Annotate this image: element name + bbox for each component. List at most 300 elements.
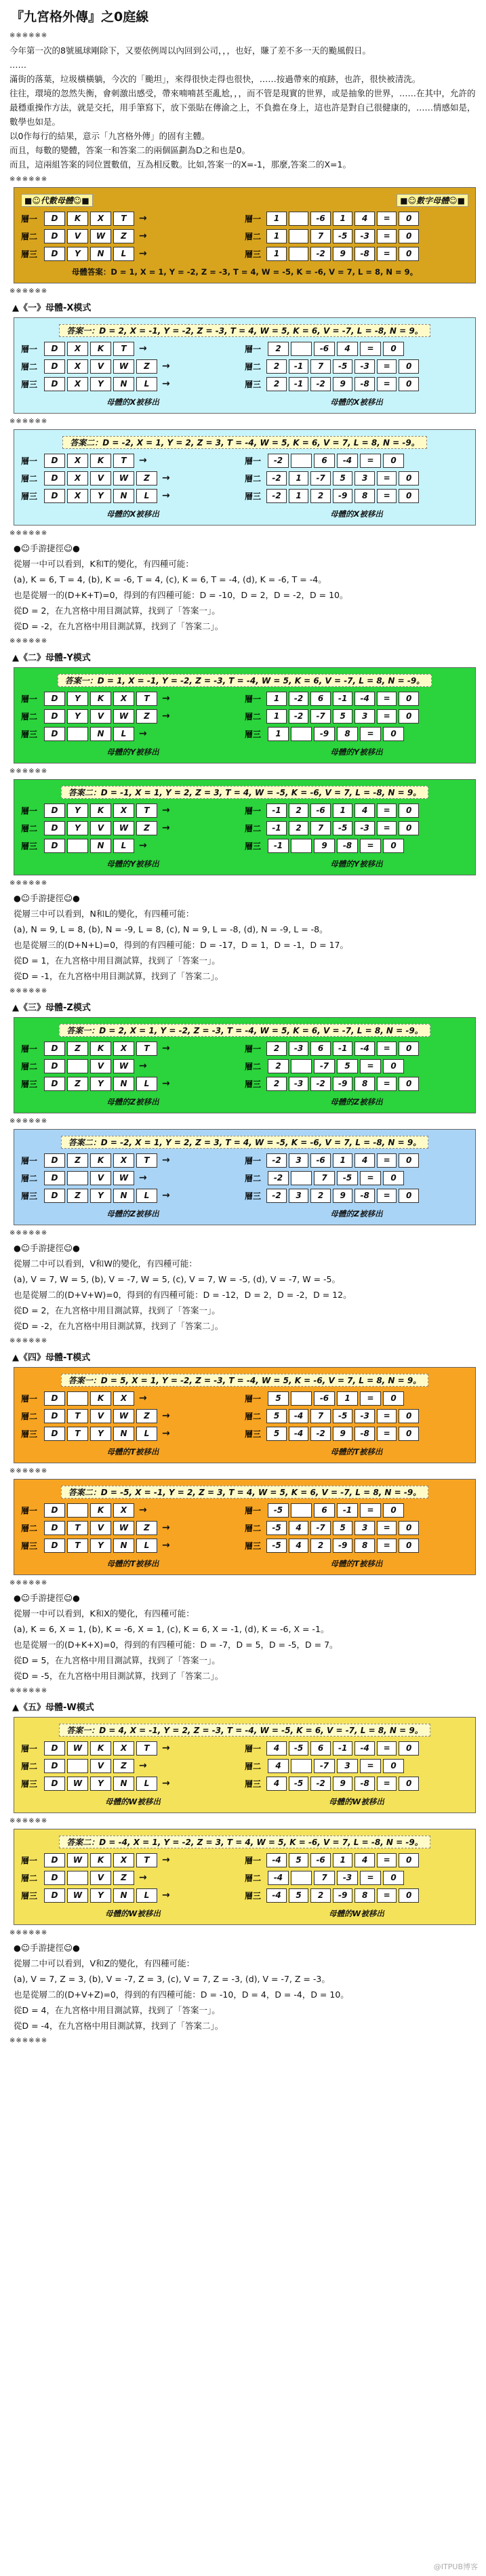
algebra-heading: ■☺代數母體☺■ xyxy=(21,194,93,207)
grids xyxy=(21,1389,468,1442)
arrow: → xyxy=(162,1522,170,1533)
grid-cell: -9 xyxy=(333,1888,353,1903)
grid-cell: D xyxy=(44,1077,65,1091)
grid-cell: 0 xyxy=(399,1042,419,1056)
grid-cell: 0 xyxy=(399,804,419,818)
grid-cell: Z xyxy=(113,229,134,243)
decoration: ※※※※※※ xyxy=(9,1929,48,1937)
row-label: 層二 xyxy=(245,231,262,241)
grid-cell: = xyxy=(377,489,397,503)
answer-title: 答案二：D = -2, X = 1, Y = 2, Z = 3, T = -4, W = 5, K = 6, V = 7, L = 8, N = -9。 xyxy=(62,436,426,449)
intro-box xyxy=(14,187,476,283)
grid-cell: -8 xyxy=(355,247,375,261)
grid-row xyxy=(245,707,421,725)
grids xyxy=(21,1739,468,1792)
row-label: 層一 xyxy=(245,214,262,224)
grid-cell: -5 xyxy=(268,1503,289,1518)
grid-row xyxy=(21,245,245,262)
grid-cell: = xyxy=(377,709,397,724)
grid-cell: Y xyxy=(67,709,88,724)
grid-cell: = xyxy=(377,1777,397,1791)
arrow: → xyxy=(139,1505,147,1515)
grid-cell: = xyxy=(360,342,381,356)
moved-out-note: 母體的T被移出 xyxy=(106,1559,159,1568)
answer-header xyxy=(21,1485,468,1499)
grid-row xyxy=(21,1886,245,1904)
grid-cell: 4 xyxy=(355,1853,375,1867)
grid-row xyxy=(245,227,421,245)
grid-cell: Z xyxy=(136,709,157,724)
grid-cell: 1 xyxy=(333,1153,353,1168)
grid-cell: V xyxy=(90,1059,111,1073)
grid-row xyxy=(245,1537,421,1554)
grid-cell: T xyxy=(136,1741,157,1756)
number-grid xyxy=(245,1739,421,1792)
grid-cell: 6 xyxy=(310,1741,331,1756)
grid-row xyxy=(245,357,421,375)
row-label: 層二 xyxy=(245,1173,262,1183)
grid-cell: -1 xyxy=(333,1741,353,1756)
grid-cell: -2 xyxy=(268,454,289,468)
intro-paragraph: 而且，這兩組答案的同位置數值，互為相反數。比如,答案一的X=-1，那麼,答案二的X=1。 xyxy=(9,159,351,170)
grid-cell: N xyxy=(90,727,111,741)
grid-cell: Y xyxy=(67,804,88,818)
grid-cell: -1 xyxy=(266,821,287,835)
grid-cell: N xyxy=(113,377,134,391)
grid-cell: 0 xyxy=(383,454,404,468)
grid-cell: Y xyxy=(90,1888,111,1903)
note-line: 從D = 4，在九宮格中用目測試算，找到了「答案一」。 xyxy=(14,2005,220,2015)
grid-cell: Y xyxy=(67,692,88,706)
note-line: 從D = 1，在九宮格中用目測試算，找到了「答案一」。 xyxy=(14,955,220,966)
grid-row xyxy=(21,1869,245,1886)
note-line: 從D = 2，在九宮格中用目測試算，找到了「答案一」。 xyxy=(14,606,220,616)
answer-box xyxy=(14,1129,476,1225)
answer-title: 答案一：D = 4, X = -1, Y = 2, Z = -3, T = -4, W = -5, K = 6, V = -7, L = 8, N = 9。 xyxy=(59,1724,430,1737)
grid-cell: 0 xyxy=(383,1871,404,1885)
note-line: 從層三中可以看到，N和L的變化，有四種可能： xyxy=(14,909,195,919)
grid-cell: 5 xyxy=(337,1059,358,1073)
grid-cell: -3 xyxy=(355,1409,375,1423)
arrow: → xyxy=(162,1190,170,1201)
grid-cell: 1 xyxy=(266,692,287,706)
decoration: ※※※※※※ xyxy=(9,32,48,39)
grid-cell: -5 xyxy=(333,359,353,374)
answer-box xyxy=(14,429,476,526)
grid-cell: Z xyxy=(113,1759,134,1773)
grid-cell: -1 xyxy=(289,359,309,374)
row-label: 層三 xyxy=(245,841,262,851)
grid-cell: Z xyxy=(136,821,157,835)
grid-cell: 9 xyxy=(314,839,335,853)
answer-header xyxy=(21,323,468,337)
grid-cell: W xyxy=(113,821,134,835)
grid-cell: X xyxy=(67,489,88,503)
grid-cell: X xyxy=(113,692,134,706)
answer-footer xyxy=(21,747,468,757)
grid-cell: T xyxy=(67,1539,88,1553)
grid-cell: V xyxy=(90,709,111,724)
answer-header xyxy=(21,785,468,799)
row-label: 層一 xyxy=(21,694,38,704)
grid-cell: 2 xyxy=(310,1189,331,1203)
grid-cell: X xyxy=(113,1741,134,1756)
answer-footer xyxy=(21,509,468,519)
grid-row xyxy=(21,375,245,393)
intro-paragraph: 滿街的落葉，垃圾橫橫躺，今次的「颱坦」，來得很快走得也很快，……按過帶來的痕跡，也許，很快被清洗。 xyxy=(9,74,421,84)
grid-cell: -5 xyxy=(289,1741,309,1756)
note-line: (a), K = 6, T = 4, (b), K = -6, T = 4, (c), K = 6, T = -4, (d), K = -6, T = -4。 xyxy=(14,574,327,584)
decoration: ※※※※※※ xyxy=(9,1817,48,1825)
grid-row xyxy=(245,1389,421,1407)
moved-out-note: 母體的W被移出 xyxy=(105,1797,161,1806)
grid-cell: -6 xyxy=(310,1853,331,1867)
grid-cell: = xyxy=(360,1059,381,1073)
grid-row xyxy=(245,1075,421,1092)
grid-cell: = xyxy=(360,727,381,741)
decoration: ※※※※※※ xyxy=(9,1687,48,1695)
grid-cell: 9 xyxy=(333,1777,353,1791)
row-label: 層三 xyxy=(21,249,38,259)
grid-cell: 0 xyxy=(399,1521,419,1535)
grid-cell: N xyxy=(90,839,111,853)
arrow: → xyxy=(139,840,147,851)
grid-row xyxy=(245,1519,421,1537)
grid-cell: Z xyxy=(136,359,157,374)
grid-row xyxy=(245,452,421,469)
moved-out-note: 母體的Y被移出 xyxy=(330,859,383,869)
grid-cell: 4 xyxy=(268,1759,289,1773)
grid-row xyxy=(245,1169,421,1187)
note-line: 從D = -5，在九宮格中用目測試算，找到了「答案二」。 xyxy=(14,1671,224,1681)
grid-cell: 0 xyxy=(399,471,419,486)
answer-box xyxy=(14,1717,476,1813)
grid-cell: = xyxy=(377,1153,397,1168)
grid-cell: 7 xyxy=(314,1171,335,1185)
grid-row xyxy=(245,1057,421,1075)
grid-cell: 2 xyxy=(266,377,287,391)
grid-cell: 3 xyxy=(355,471,375,486)
section-title: ▲《二》母體-Y模式 xyxy=(12,653,91,663)
grid-cell: N xyxy=(113,1427,134,1441)
grid-cell: X xyxy=(67,377,88,391)
grid-cell: -9 xyxy=(333,1539,353,1553)
grid-cell: D xyxy=(44,1777,65,1791)
grid-cell: 4 xyxy=(289,1521,309,1535)
grid-cell: = xyxy=(360,454,381,468)
grid-row xyxy=(21,801,245,819)
moved-out-note: 母體的W被移出 xyxy=(329,1797,384,1806)
row-label: 層三 xyxy=(245,1890,262,1901)
grid-cell: = xyxy=(377,1189,397,1203)
grid-cell: -9 xyxy=(333,489,353,503)
grid-cell: V xyxy=(90,359,111,374)
note-line: 從D = -1，在九宮格中用目測試算，找到了「答案二」。 xyxy=(14,971,224,981)
grid-cell: V xyxy=(90,1521,111,1535)
number-grid xyxy=(245,801,421,854)
answer-title: 答案二：D = -5, X = -1, Y = 2, Z = 3, T = 4, W = 5, K = 6, V = -7, L = 8, N = -9。 xyxy=(61,1486,428,1499)
answer-footer xyxy=(21,1908,468,1919)
grid-cell: -4 xyxy=(266,1888,287,1903)
arrow: → xyxy=(139,1872,147,1883)
algebra-grid xyxy=(21,1851,245,1904)
arrow: → xyxy=(139,1393,147,1404)
grid-cell: T xyxy=(136,804,157,818)
grid-cell xyxy=(67,727,88,741)
grid-cell: X xyxy=(67,471,88,486)
grid-row xyxy=(21,1057,245,1075)
grid-cell: -1 xyxy=(268,839,289,853)
grid-cell: 4 xyxy=(266,1741,287,1756)
grid-cell: L xyxy=(136,1189,157,1203)
grid-cell: 0 xyxy=(383,1059,404,1073)
grid-cell: D xyxy=(44,821,65,835)
grid-cell: = xyxy=(360,1759,381,1773)
grid-cell: W xyxy=(113,471,134,486)
note-line: 從D = -2，在九宮格中用目測試算，找到了「答案二」。 xyxy=(14,621,224,631)
row-label: 層二 xyxy=(21,1411,38,1421)
answer-header xyxy=(21,1723,468,1737)
grid-row xyxy=(245,375,421,393)
grid-cell: 0 xyxy=(399,1888,419,1903)
grid-cell: T xyxy=(67,1409,88,1423)
grid-cell: D xyxy=(44,342,65,356)
grid-row xyxy=(21,707,245,725)
grid-cell: Y xyxy=(67,247,88,261)
row-label: 層二 xyxy=(245,711,262,721)
grid-cell: Y xyxy=(90,1427,111,1441)
decoration: ※※※※※※ xyxy=(9,288,48,295)
grid-row xyxy=(245,690,421,707)
grid-cell: W xyxy=(113,1171,134,1185)
moved-out-note: 母體的Y被移出 xyxy=(106,747,159,757)
grids xyxy=(21,340,468,393)
grid-cell: 1 xyxy=(266,212,287,226)
arrow: → xyxy=(162,1890,170,1901)
grid-cell xyxy=(67,1871,88,1885)
row-label: 層一 xyxy=(245,1044,262,1054)
row-label: 層二 xyxy=(21,823,38,833)
grid-cell: 0 xyxy=(399,1741,419,1756)
note-line: ●☺手游捷徑☺● xyxy=(14,543,80,553)
number-grid xyxy=(245,1151,421,1204)
grid-cell xyxy=(291,454,312,468)
grid-cell: X xyxy=(113,804,134,818)
arrow: → xyxy=(139,728,147,739)
grid-row xyxy=(21,1501,245,1519)
grid-cell: D xyxy=(44,1171,65,1185)
grid-cell: 3 xyxy=(355,1521,375,1535)
grid-cell: D xyxy=(44,727,65,741)
grid-row xyxy=(21,1757,245,1775)
grid-cell: = xyxy=(377,212,397,226)
grid-cell xyxy=(67,1503,88,1518)
grid-cell: -5 xyxy=(333,821,353,835)
moved-out-note: 母體的X被移出 xyxy=(106,509,159,519)
number-grid xyxy=(245,1851,421,1904)
answer-footer xyxy=(21,1796,468,1807)
row-label: 層三 xyxy=(21,1541,38,1551)
answer-box xyxy=(14,1829,476,1925)
grid-cell xyxy=(67,839,88,853)
grid-row xyxy=(21,227,245,245)
grid-cell: 2 xyxy=(266,359,287,374)
grid-cell: K xyxy=(90,1153,111,1168)
grid-row xyxy=(21,357,245,375)
grid-row xyxy=(21,1425,245,1442)
grid-row xyxy=(21,1169,245,1187)
grid-cell: 7 xyxy=(310,821,331,835)
grid-cell: -6 xyxy=(310,212,331,226)
answer-box xyxy=(14,779,476,875)
grid-cell: -5 xyxy=(337,1171,358,1185)
grid-cell: K xyxy=(90,1503,111,1518)
grid-cell: -6 xyxy=(310,1153,331,1168)
grid-cell: 2 xyxy=(266,1042,287,1056)
row-label: 層一 xyxy=(245,1155,262,1166)
note-line: 從層一中可以看到，K和T的變化，有四種可能： xyxy=(14,559,194,569)
arrow: → xyxy=(162,711,170,721)
grid-cell: -3 xyxy=(355,229,375,243)
grid-cell: 3 xyxy=(289,1153,309,1168)
grid-cell: 1 xyxy=(289,471,309,486)
grid-cell: D xyxy=(44,377,65,391)
moved-out-note: 母體的Z被移出 xyxy=(106,1209,159,1218)
grid-cell: X xyxy=(113,1503,134,1518)
moved-out-note: 母體的Z被移出 xyxy=(330,1097,383,1107)
grid-row xyxy=(245,1425,421,1442)
arrow: → xyxy=(162,490,170,501)
grid-row xyxy=(245,1187,421,1204)
grid-cell: 0 xyxy=(399,247,419,261)
arrow: → xyxy=(162,1743,170,1753)
grid-cell: 0 xyxy=(399,377,419,391)
grid-cell: Y xyxy=(90,489,111,503)
grid-row xyxy=(245,1501,421,1519)
grid-cell: 1 xyxy=(268,727,289,741)
grid-cell: -5 xyxy=(266,1539,287,1553)
moved-out-note: 母體的Y被移出 xyxy=(106,859,159,869)
grid-cell xyxy=(291,1503,312,1518)
row-label: 層一 xyxy=(21,1393,38,1404)
grid-cell: L xyxy=(136,489,157,503)
grid-cell: -6 xyxy=(314,1391,335,1406)
grid-cell: 7 xyxy=(310,1409,331,1423)
note-line: (a), V = 7, W = 5, (b), V = -7, W = 5, (c), V = 7, W = -5, (d), V = -7, W = -5。 xyxy=(14,1274,341,1284)
arrow: → xyxy=(139,455,147,466)
row-label: 層一 xyxy=(245,1505,262,1515)
grid-cell: -1 xyxy=(337,1503,358,1518)
grid-cell: T xyxy=(113,454,134,468)
row-label: 層三 xyxy=(21,1779,38,1789)
row-label: 層三 xyxy=(245,1429,262,1439)
grid-cell: L xyxy=(136,1539,157,1553)
grid-cell xyxy=(291,1171,312,1185)
grid-cell: -2 xyxy=(266,489,287,503)
moved-out-note: 母體的X被移出 xyxy=(106,397,159,407)
grid-cell: = xyxy=(377,804,397,818)
grid-cell: 3 xyxy=(337,1759,358,1773)
decoration: ※※※※※※ xyxy=(9,768,48,775)
grid-cell xyxy=(67,1059,88,1073)
grid-cell: -8 xyxy=(355,377,375,391)
grid-cell: T xyxy=(113,212,134,226)
grid-row xyxy=(21,1739,245,1757)
grid-cell xyxy=(291,1059,312,1073)
row-label: 層二 xyxy=(21,1761,38,1771)
grid-row xyxy=(245,245,421,262)
grid-cell: 7 xyxy=(314,1871,335,1885)
arrow: → xyxy=(162,1078,170,1089)
grid-cell: T xyxy=(136,1853,157,1867)
grid-cell: -4 xyxy=(355,1042,375,1056)
answer-title: 答案一：D = 5, X = 1, Y = -2, Z = -3, T = -4, W = 5, K = -6, V = 7, L = 8, N = 9。 xyxy=(61,1374,428,1387)
grid-cell: 0 xyxy=(399,1409,419,1423)
grid-cell: 5 xyxy=(266,1427,287,1441)
grid-cell: K xyxy=(90,1391,111,1406)
grid-cell: 3 xyxy=(355,709,375,724)
grid-cell: W xyxy=(90,229,111,243)
row-label: 層三 xyxy=(21,1079,38,1089)
grid-cell: D xyxy=(44,247,65,261)
row-label: 層三 xyxy=(245,249,262,259)
box-header xyxy=(21,193,468,207)
grid-cell: Z xyxy=(67,1189,88,1203)
intro-paragraph: 以0作每行的結果，意示「九宮格外傳」的固有主體。 xyxy=(9,131,210,141)
grid-row xyxy=(21,819,245,837)
number-grid xyxy=(245,690,421,742)
grid-cell xyxy=(291,727,312,741)
grid-cell xyxy=(289,212,309,226)
grid-cell xyxy=(67,1391,88,1406)
note-line: (a), N = 9, L = 8, (b), N = -9, L = 8, (c), N = 9, L = -8, (d), N = -9, L = -8。 xyxy=(14,924,328,934)
grid-cell: -2 xyxy=(310,1077,331,1091)
grid-cell: K xyxy=(90,1853,111,1867)
grid-cell: 4 xyxy=(355,1153,375,1168)
note-line: 從D = 5，在九宮格中用目測試算，找到了「答案一」。 xyxy=(14,1655,220,1665)
grid-cell: N xyxy=(113,1077,134,1091)
grid-cell: D xyxy=(44,1427,65,1441)
grid-row xyxy=(21,1519,245,1537)
grid-row xyxy=(21,340,245,357)
grid-cell: D xyxy=(44,1853,65,1867)
grid-cell: 4 xyxy=(355,804,375,818)
arrow: → xyxy=(139,1172,147,1183)
grid-cell: 0 xyxy=(399,1853,419,1867)
row-label: 層一 xyxy=(245,806,262,816)
grid-cell: Y xyxy=(90,1077,111,1091)
grid-cell: D xyxy=(44,1871,65,1885)
answer-footer xyxy=(21,1558,468,1569)
note-line: 也是從層一的(D+K+X)=0，得到的有四種可能：D = -7，D = 5，D = -5，D = 7。 xyxy=(14,1640,338,1650)
grid-cell: V xyxy=(67,229,88,243)
grid-cell: 1 xyxy=(333,212,353,226)
decoration: ※※※※※※ xyxy=(9,987,48,995)
grid-cell: W xyxy=(67,1853,88,1867)
grid-row xyxy=(21,1537,245,1554)
grid-cell: 1 xyxy=(266,709,287,724)
grid-cell: -1 xyxy=(333,1042,353,1056)
grid-cell: = xyxy=(377,1888,397,1903)
grid-row xyxy=(21,452,245,469)
grid-cell: Z xyxy=(136,471,157,486)
grid-cell: -2 xyxy=(289,709,309,724)
moved-out-note: 母體的T被移出 xyxy=(106,1447,159,1457)
grid-cell: -7 xyxy=(310,709,331,724)
grid-cell: T xyxy=(136,1153,157,1168)
note-line: 也是從層一的(D+K+T)=0，得到的有四種可能：D = -10，D = 2，D = -2，D = 10。 xyxy=(14,590,348,600)
grid-cell: 0 xyxy=(383,1503,404,1518)
